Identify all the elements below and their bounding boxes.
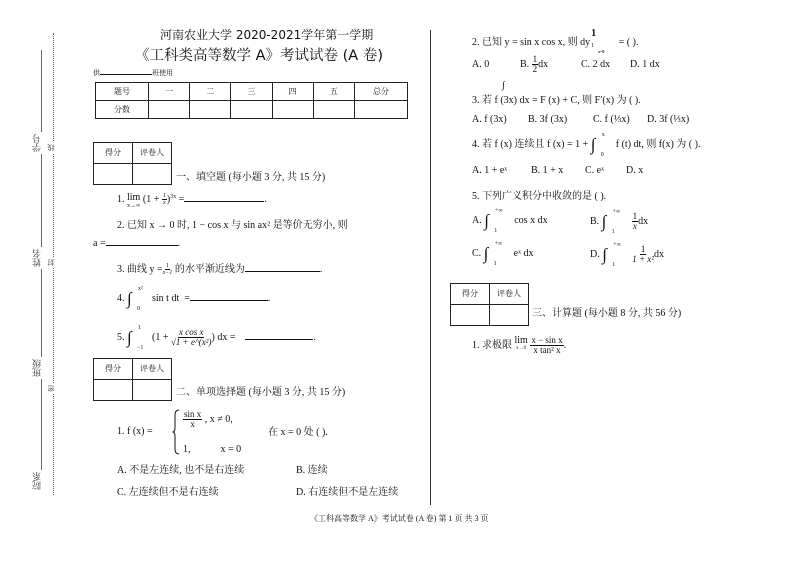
r-q5-option-c — [472, 241, 534, 267]
score-cell — [149, 101, 190, 119]
answer-blank[interactable] — [245, 339, 313, 340]
seal-mark-seal: 封 — [47, 259, 55, 266]
grader-score-cell — [94, 164, 133, 185]
frac-den: x — [162, 200, 166, 207]
r-q5-option-b — [590, 209, 649, 236]
q-number: 5. — [117, 332, 125, 344]
score-header: 四 — [272, 83, 313, 101]
integral-sign: ∫ +∞ 1 — [484, 208, 503, 234]
lim-sub: x→∞ — [127, 203, 141, 209]
grader-name-cell — [490, 305, 529, 326]
grader-name-cell — [133, 164, 172, 185]
upper-limit: +∞ — [613, 242, 621, 249]
frac-num: x cos x — [178, 327, 204, 337]
r-q3-option-c: C. f (⅓x) — [593, 114, 630, 125]
r-q2-option-b — [520, 55, 548, 75]
frac-den: x−1 — [162, 270, 173, 277]
q-text: 4. 若 f (x) 连续且 f (x) = 1 + — [472, 138, 589, 150]
for-prefix: 供 — [93, 69, 100, 77]
frac-num: 1 — [640, 244, 646, 254]
r-q3-option-d: D. 3f (⅓x) — [647, 114, 690, 125]
case-cond: , x ≠ 0, — [204, 414, 233, 426]
q-text: 的水平渐近线为 — [174, 264, 245, 276]
q-number: 4. — [117, 292, 125, 304]
column-divider — [430, 30, 431, 505]
r-q4-option-d: D. x — [626, 165, 644, 176]
upper-limit: x — [601, 132, 605, 138]
period: . — [563, 340, 567, 352]
dx: dx — [538, 59, 549, 71]
r-q2-option-a: A. 0 — [472, 59, 490, 70]
eval-bar: 1 — [591, 28, 597, 39]
field-class: 班级 — [32, 359, 42, 377]
r-q4-option-c: C. eˣ — [585, 165, 604, 176]
q-text: 3. 曲线 y = — [117, 264, 163, 276]
r-q3-option-b: B. 3f (3x) — [528, 114, 568, 125]
integral-sign: ∫ — [502, 80, 505, 91]
q-text: f (t) dt, 则 f(x) 为 ( ). — [615, 138, 701, 150]
integrand: cos x dx — [514, 214, 548, 226]
grader-name-label: 评卷人 — [133, 359, 172, 380]
s1-q4: 4. ∫ x² 0 sin t dt = . — [117, 286, 271, 312]
r-q2-option-c: C. 2 dx — [581, 59, 611, 70]
grader-box-3 — [450, 283, 529, 326]
upper-limit: x² — [138, 286, 143, 292]
upper-limit: +∞ — [612, 209, 621, 216]
q-text: 2. 已知 y = sin x cos x, 则 dy — [472, 37, 591, 48]
class-blank — [100, 74, 152, 75]
frac-den: √1 + e^(x²) — [170, 337, 212, 348]
r-q2-option-d: D. 1 dx — [630, 59, 660, 70]
s2-q1-post: 在 x = 0 处 ( ). — [268, 427, 328, 438]
r-q4-option-b: B. 1 + x — [531, 165, 564, 176]
lim: lim — [514, 335, 528, 346]
integral-sign: ∫ +∞ 1 — [602, 242, 621, 269]
field-department: 院系 — [32, 472, 42, 490]
section2-heading: 二、单项选择题 (每小题 3 分, 共 15 分) — [176, 387, 346, 398]
s1-q2-answer: a = . — [93, 238, 181, 249]
integral-sign: ∫ 1 −1 — [127, 325, 144, 352]
for-suffix: 班使用 — [152, 69, 173, 77]
score-table — [95, 82, 408, 119]
grader-score-cell — [451, 305, 490, 326]
s1-q2: 2. 已知 x → 0 时, 1 − cos x 与 sin ax² 是等价无穷小, 则 — [117, 220, 348, 231]
grader-score-label: 得分 — [94, 143, 133, 164]
r-q4-option-a: A. 1 + eˣ — [472, 165, 508, 176]
case2 — [183, 445, 241, 455]
field-student-id: 学号 — [32, 134, 42, 152]
lower-limit: 1 — [493, 261, 497, 267]
seal-mark-line: 线 — [47, 144, 55, 151]
integral-sign: ∫ x 0 — [590, 132, 605, 158]
score-row-label: 分数 — [96, 101, 149, 119]
lower-limit: 1 — [612, 262, 616, 269]
score-header: 一 — [149, 83, 190, 101]
integrand: dx — [654, 249, 665, 261]
q-tail: = ( ). — [618, 37, 639, 48]
integral-sign: ∫ x² 0 — [127, 286, 143, 312]
r-q5-option-a — [472, 208, 548, 234]
section3-heading: 三、计算题 (每小题 8 分, 共 56 分) — [532, 308, 682, 319]
frac-den: 2 — [532, 64, 538, 75]
eval-point: x=0 — [598, 49, 605, 54]
score-header: 题号 — [96, 83, 149, 101]
seal-mark-secret: 密 — [47, 385, 55, 392]
score-header: 二 — [190, 83, 231, 101]
answer-blank[interactable] — [184, 201, 264, 202]
s2-option-b: B. 连续 — [296, 465, 328, 476]
equals: = — [178, 194, 185, 206]
expr: 1 + — [155, 332, 171, 344]
frac-den: x tan² x — [533, 345, 561, 356]
frac-num: sin x — [184, 409, 202, 419]
upper-limit: +∞ — [495, 208, 503, 214]
label: B. — [520, 59, 530, 71]
score-header: 总分 — [355, 83, 408, 101]
q-number: 1. — [117, 194, 125, 206]
frac-num: 1 — [632, 211, 638, 221]
integrand: sin t dt — [152, 292, 180, 304]
frac-num: 1 — [162, 193, 166, 199]
power: 3x — [170, 193, 177, 200]
case-cond: x = 0 — [220, 444, 242, 455]
grader-score-cell — [94, 380, 133, 401]
upper-limit: 1 — [138, 325, 141, 332]
integrand: eˣ dx — [513, 247, 534, 259]
score-header: 五 — [313, 83, 354, 101]
eval-bar-sub: 1 — [591, 43, 595, 49]
grader-box-1 — [93, 142, 172, 185]
frac-den: 1 + x² — [632, 254, 655, 265]
frac-num: x − sin x — [531, 335, 563, 345]
answer-blank[interactable] — [106, 245, 178, 246]
integrand: dx — [638, 216, 649, 228]
lower-limit: −1 — [137, 345, 144, 352]
r-q2 — [472, 28, 639, 54]
lower-limit: 0 — [137, 306, 140, 312]
score-cell — [272, 101, 313, 119]
integral-sign: ∫ +∞ 1 — [601, 209, 621, 236]
grader-box-2 — [93, 358, 172, 401]
score-cell — [231, 101, 272, 119]
case-value: 1, — [183, 444, 191, 455]
lower-limit: 1 — [611, 229, 615, 236]
grader-name-label: 评卷人 — [133, 143, 172, 164]
class-use-line — [93, 70, 173, 77]
s2-option-a: A. 不是左连续, 也不是右连续 — [117, 465, 245, 476]
score-cell — [313, 101, 354, 119]
frac-den: x — [190, 419, 195, 430]
label: A. — [472, 214, 482, 226]
frac-num: 1 — [166, 263, 169, 269]
s2-option-d: D. 右连续但不是左连续 — [296, 487, 399, 498]
section1-heading: 一、填空题 (每小题 3 分, 共 15 分) — [176, 172, 326, 183]
s1-q3: 3. 曲线 y = $\frac{1}{x-1}$ 的水平渐近线为 . — [117, 263, 323, 277]
lim: lim — [127, 192, 141, 203]
score-header: 三 — [231, 83, 272, 101]
grader-score-label: 得分 — [94, 359, 133, 380]
lower-limit: 1 — [494, 228, 498, 234]
r-q5-option-d — [590, 242, 665, 269]
s1-q1: 1. lim x→∞ (1 + $\frac{1}{x}$ )$^{3x}$ = . — [117, 192, 267, 209]
q-text: 1. 求极限 — [472, 340, 512, 352]
upper-limit: +∞ — [494, 241, 503, 247]
r-q5: 5. 下列广义积分中收敛的是 ( ). — [472, 191, 607, 202]
page-footer: 《工科高等数学 A》考试试卷 (A 卷) 第 1 页 共 3 页 — [310, 514, 489, 523]
answer-blank[interactable] — [245, 271, 320, 272]
label: B. — [590, 216, 600, 228]
grader-score-label: 得分 — [451, 284, 490, 305]
a-label: a = — [93, 238, 106, 249]
grader-name-cell — [133, 380, 172, 401]
frac-num: 1 — [532, 54, 538, 64]
brace-icon — [172, 409, 180, 455]
expr: 1 + — [146, 194, 162, 206]
grader-name-label: 评卷人 — [490, 284, 529, 305]
tail: dx = — [217, 332, 236, 344]
university-term: 河南农业大学 2020-2021学年第一学期 — [160, 28, 374, 42]
label: C. — [472, 247, 482, 259]
r-q3-option-a: A. f (3x) — [472, 114, 507, 125]
score-cell — [190, 101, 231, 119]
label: D. — [590, 249, 600, 261]
score-cell — [355, 101, 408, 119]
s2-option-c: C. 左连续但不是右连续 — [117, 487, 219, 498]
s1-q5: 5. ∫ 1 −1 (1 + $\frac{\text{x cos x}}{\text{√1 + e\textasciicircum{}(x²)}}$ ) dx = . — [117, 325, 316, 352]
equals: = — [184, 292, 190, 304]
case1 — [183, 410, 233, 430]
answer-blank[interactable] — [190, 300, 268, 301]
s2-q1-pre: 1. f (x) = — [117, 426, 153, 437]
field-name: 姓名 — [32, 249, 42, 267]
r-q4 — [472, 132, 701, 158]
lim-sub: x→0 — [516, 346, 527, 351]
integral-sign: ∫ +∞ 1 — [483, 241, 503, 267]
lower-limit: 0 — [600, 152, 604, 158]
exam-title: 《工科类高等数学 A》考试试卷 (A 卷) — [135, 48, 383, 64]
frac-den: x — [632, 221, 637, 232]
s3-q1 — [472, 336, 566, 356]
r-q3: 3. 若 f (3x) dx = F (x) + C, 则 F′(x) 为 ( ). — [472, 95, 641, 106]
